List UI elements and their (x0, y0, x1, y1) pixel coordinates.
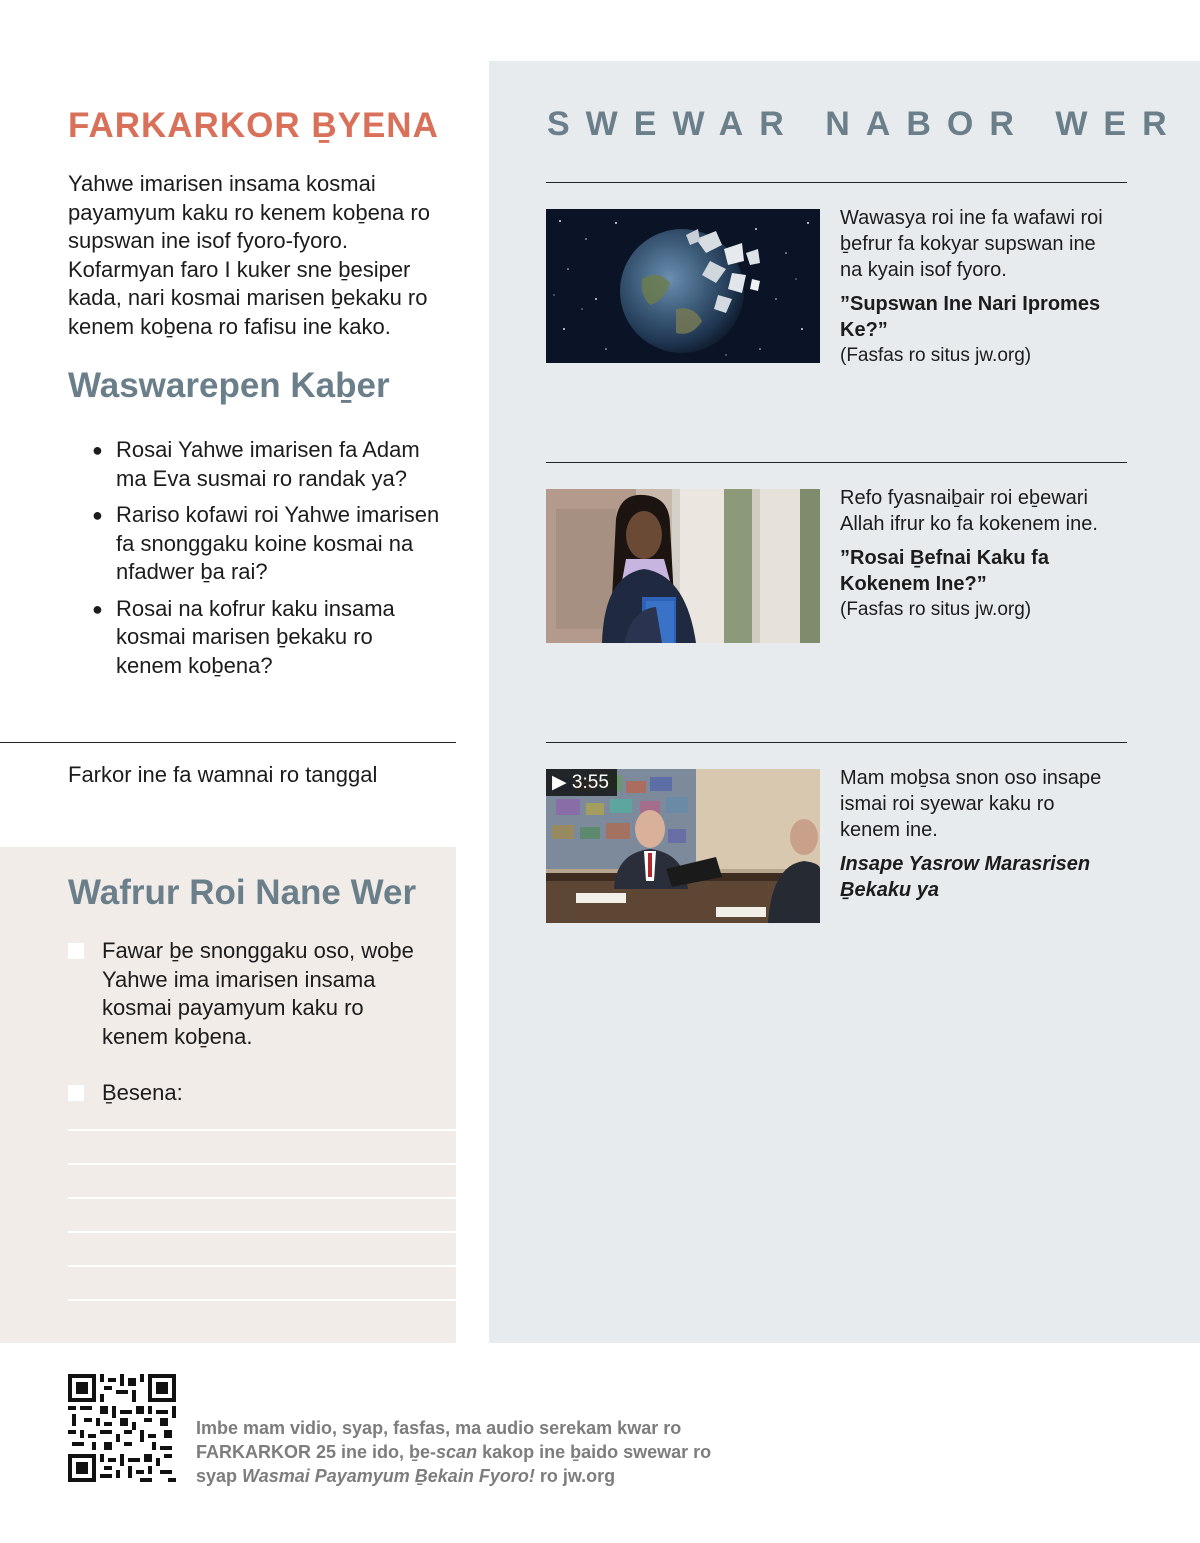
divider (0, 742, 456, 743)
summary-text: Yahwe imarisen insama kosmai payamyum kaku ro kenem koḇena ro supswan ine isof fyoro-fyoro. Kofarmyan faro I kuker sne ḇesiper kada, nari kosmai marisen ḇekaku ro kenem koḇena ro fafisu ine kako. (68, 171, 430, 339)
qr-code-icon[interactable] (68, 1374, 176, 1482)
writing-line[interactable] (68, 1265, 456, 1267)
goal-item: Ḇesena: (68, 1079, 428, 1108)
book-title: Wasmai Payamyum Ḇekain Fyoro! (242, 1466, 535, 1486)
goal-box (0, 847, 456, 1343)
explore-panel (489, 61, 1200, 1343)
review-question: ● Rariso kofawi roi Yahwe imarisen fa snonggaku koine kosmai na nfadwer ḇa rai? (92, 502, 440, 584)
goal-checkbox[interactable] (68, 1085, 84, 1101)
explore-heading: SWEWAR NABOR WER (547, 105, 1183, 143)
card-description: Refo fyasnaiḇair roi eḇewari Allah ifrur ko fa kokenem ine. (840, 487, 1098, 535)
goal-checkbox[interactable] (68, 943, 84, 959)
footer-text: Imbe mam vidio, syap, fasfas, ma audio serekam kwar ro FARKARKOR 25 ine ido, ḇe-scan kakop ine ḇaido swewar ro syap Wasmai Payamyum Ḇekain Fyoro! ro jw.org (196, 1418, 712, 1486)
woman-with-books-image[interactable] (546, 489, 820, 643)
writing-line[interactable] (68, 1163, 456, 1165)
card-source: (Fasfas ro situs jw.org) (840, 599, 1032, 620)
goal-item: Fawar ḇe snonggaku oso, woḇe Yahwe ima imarisen insama kosmai payamyum kaku ro kenem koḇena. (68, 937, 428, 1051)
card-description: Wawasya roi ine fa wafawi roi ḇefrur fa kokyar supswan ine na kyain isof fyoro. (840, 207, 1103, 281)
bullet-icon: ● (92, 505, 103, 525)
divider (546, 182, 1127, 183)
goal-heading: Wafrur Roi Nane Wer (68, 873, 417, 912)
date-label: Farkor ine fa wamnai ro tanggal (68, 762, 378, 787)
review-list (92, 436, 442, 688)
explore-card (840, 205, 1110, 369)
review-question: ● Rosai na kofrur kaku insama kosmai marisen ḇekaku ro kenem koḇena? (92, 595, 395, 678)
review-question: ● Rosai Yahwe imarisen fa Adam ma Eva susmai ro randak ya? (92, 437, 420, 491)
left-column (0, 0, 456, 1343)
earth-shattering-image[interactable] (546, 209, 820, 363)
explore-card (840, 485, 1110, 623)
writing-line[interactable] (68, 1231, 456, 1233)
writing-line[interactable] (68, 1129, 456, 1131)
card-title-link[interactable]: ”Rosai Ḇefnai Kaku fa Kokenem Ine?” (840, 547, 1049, 595)
review-heading: Waswarepen Kaḇer (68, 366, 390, 405)
summary-heading: FARKARKOR ḆYENA (68, 106, 439, 145)
bullet-icon: ● (92, 440, 103, 460)
card-title-link[interactable]: Insape Yasrow Marasrisen Ḇekaku ya (840, 853, 1091, 901)
men-at-table-image[interactable] (546, 769, 820, 923)
card-source: (Fasfas ro situs jw.org) (840, 345, 1032, 366)
video-duration-badge: ▶ 3:55 (546, 769, 617, 796)
writing-line[interactable] (68, 1299, 456, 1301)
card-title-link[interactable]: ”Supswan Ine Nari Ipromes Ke?” (840, 293, 1101, 341)
writing-line[interactable] (68, 1197, 456, 1199)
bullet-icon: ● (92, 598, 103, 619)
divider (546, 462, 1127, 463)
divider (546, 742, 1127, 743)
explore-card (840, 765, 1110, 903)
play-icon: ▶ (552, 772, 567, 793)
card-description: Mam moḇsa snon oso insape ismai roi syewar kaku ro kenem ine. (840, 767, 1102, 841)
